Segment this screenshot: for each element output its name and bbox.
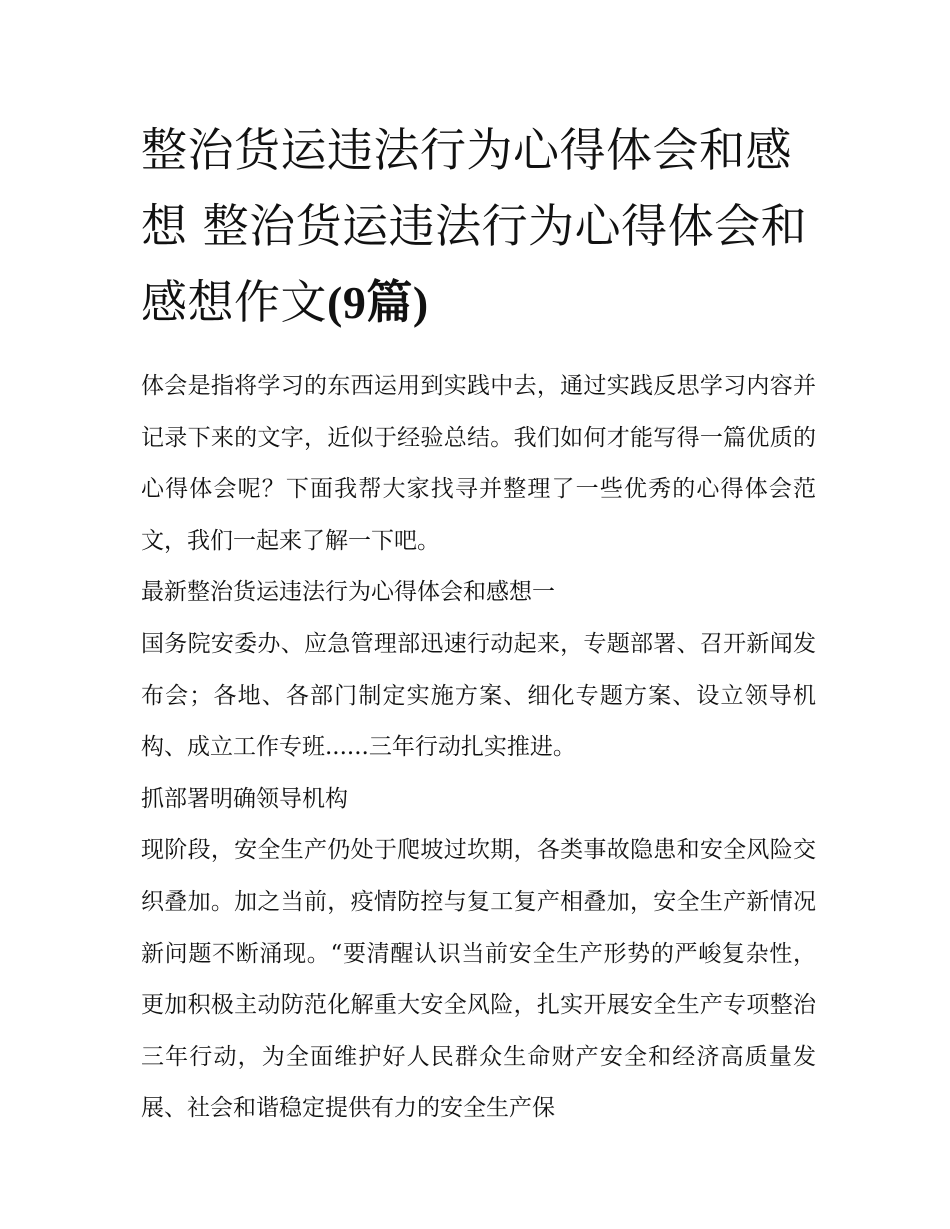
document-title [141, 112, 816, 341]
document-title-suffix: (9篇) [327, 277, 429, 328]
body-paragraph: 现阶段，安全生产仍处于爬坡过坎期，各类事故隐患和安全风险交织叠加。加之当前，疫情防控与复工复产相叠加，安全生产新情况新问题不断涌现。“要清醒认识当前安全生产形势的严峻复杂性，更加积极主动防范化解重大安全风险，扎实开展安全生产专项整治三年行动，为全面维护好人民群众生命财产安全和经济高质量发展、社会和谐稳定提供有力的安全生产保 [141, 837, 816, 1122]
document-body [141, 112, 816, 1135]
subsection-heading: 抓部署明确领导机构 [141, 785, 348, 812]
intro-paragraph: 体会是指将学习的东西运用到实践中去，通过实践反思学习内容并记录下来的文字，近似于经验总结。我们如何才能写得一篇优质的心得体会呢？下面我帮大家找寻并整理了一些优秀的心得体会范文，我们一起来了解一下吧。 [141, 373, 816, 554]
document-title-main: 整治货运违法行为心得体会和感想 整治货运违法行为心得体会和感想作文 [141, 123, 808, 329]
section-heading: 最新整治货运违法行为心得体会和感想一 [141, 579, 555, 606]
body-paragraph: 国务院安委办、应急管理部迅速行动起来，专题部署、召开新闻发布会；各地、各部门制定实施方案、细化专题方案、设立领导机构、成立工作专班......三年行动扎实推进。 [141, 630, 816, 761]
